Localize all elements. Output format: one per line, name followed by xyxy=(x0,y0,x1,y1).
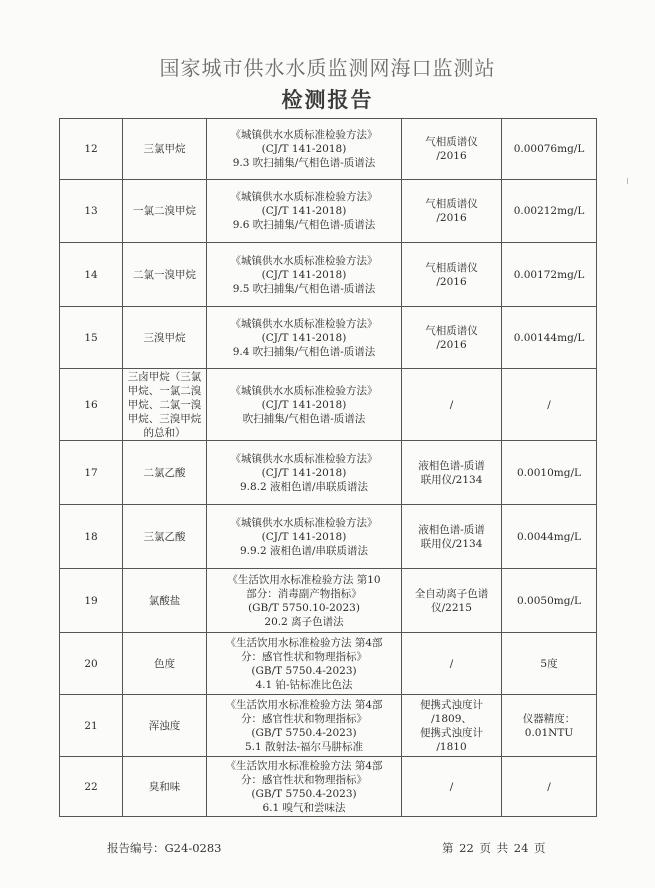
table-row xyxy=(60,369,597,441)
cell-test-item: 二氯乙酸 xyxy=(123,441,207,505)
table-row xyxy=(60,243,597,307)
test-method-line: 6.1 嗅气和尝味法 xyxy=(262,801,346,814)
cell-row-number: 13 xyxy=(60,180,123,243)
test-method-line: (GB/T 5750.10-2023) xyxy=(248,601,360,614)
test-method-line: 20.2 离子色谱法 xyxy=(264,615,344,628)
cell-instrument xyxy=(402,180,502,243)
cell-test-method xyxy=(207,505,402,569)
test-method-line: 分：感官性状和物理指标》 xyxy=(241,773,367,786)
cell-test-method xyxy=(207,569,402,633)
cell-test-method xyxy=(207,369,402,441)
instrument-line: 联用仪/2134 xyxy=(420,473,483,486)
table-row xyxy=(60,307,597,369)
cell-detection-limit: 0.00212mg/L xyxy=(502,180,597,243)
instrument-line: 液相色谱-质谱 xyxy=(418,523,485,536)
cell-detection-limit: 5度 xyxy=(502,633,597,695)
test-method-line: 分：感官性状和物理指标》 xyxy=(241,650,367,663)
cell-detection-limit: 0.0010mg/L xyxy=(502,441,597,505)
org-title: 国家城市供水水质监测网海口监测站 xyxy=(159,56,496,80)
cell-test-item: 臭和味 xyxy=(123,757,207,817)
test-method-line: 9.3 吹扫捕集/气相色谱-质谱法 xyxy=(232,157,376,169)
cell-test-item: 浑浊度 xyxy=(123,695,207,757)
instrument-line: 气相质谱仪 xyxy=(425,136,478,148)
cell-detection-limit: 0.0044mg/L xyxy=(502,505,597,569)
cell-row-number: 14 xyxy=(60,243,123,307)
cell-row-number: 12 xyxy=(60,119,123,180)
cell-detection-limit: / xyxy=(502,757,597,817)
cell-row-number: 15 xyxy=(60,307,123,369)
test-method-line: (GB/T 5750.4-2023) xyxy=(251,787,357,800)
test-method-line: (CJ/T 141-2018) xyxy=(261,205,347,217)
cell-row-number: 21 xyxy=(60,695,123,757)
test-method-line: 4.1 铂-钴标准比色法 xyxy=(255,678,353,691)
cell-detection-limit: 0.00172mg/L xyxy=(502,243,597,307)
cell-test-item xyxy=(123,369,207,441)
instrument-line: 仪/2215 xyxy=(431,601,472,614)
cell-instrument xyxy=(402,505,502,569)
test-item-line: 的总和） xyxy=(143,426,186,439)
test-method-line: 《生活饮用水标准检验方法 第4部 xyxy=(225,636,383,649)
instrument-line: 便携式浊度计 xyxy=(420,698,483,711)
test-method-line: 5.1 散射法-福尔马肼标准 xyxy=(244,740,364,753)
instrument-line: 液相色谱-质谱 xyxy=(418,459,485,472)
instrument-line: /2016 xyxy=(436,212,467,224)
test-method-line: (CJ/T 141-2018) xyxy=(261,143,347,155)
instrument-line: /2016 xyxy=(436,150,467,162)
instrument-line: /1809、 xyxy=(431,712,472,725)
instrument-line: / xyxy=(449,657,454,670)
cell-instrument xyxy=(402,757,502,817)
test-method-line: 《生活饮用水标准检验方法 第4部 xyxy=(225,698,383,711)
cell-instrument xyxy=(402,243,502,307)
page-info: 第 22 页 共 24 页 xyxy=(442,841,546,855)
test-method-line: 《城镇供水水质标准检验方法》 xyxy=(230,452,378,465)
instrument-line: / xyxy=(449,398,454,411)
table-row xyxy=(60,757,597,817)
test-method-line: 《城镇供水水质标准检验方法》 xyxy=(230,317,378,330)
cell-test-method xyxy=(207,119,402,180)
test-method-line: 9.9.2 液相色谱/串联质谱法 xyxy=(239,544,369,557)
cell-row-number: 19 xyxy=(60,569,123,633)
table-row xyxy=(60,119,597,180)
cell-test-item: 色度 xyxy=(123,633,207,695)
cell-instrument xyxy=(402,119,502,180)
test-method-line: 《城镇供水水质标准检验方法》 xyxy=(230,191,378,203)
instrument-line: / xyxy=(449,780,454,793)
test-method-line: (CJ/T 141-2018) xyxy=(261,268,347,281)
cell-row-number: 17 xyxy=(60,441,123,505)
cell-test-method xyxy=(207,695,402,757)
test-method-line: (CJ/T 141-2018) xyxy=(261,331,347,344)
cell-instrument xyxy=(402,633,502,695)
test-method-line: (CJ/T 141-2018) xyxy=(261,466,347,479)
scan-mark xyxy=(627,178,628,184)
cell-instrument xyxy=(402,369,502,441)
test-method-line: 吹扫捕集/气相色谱-质谱法 xyxy=(242,412,366,425)
cell-test-item: 三氯甲烷 xyxy=(123,119,207,180)
test-item-line: 甲烷、一氯二溴 xyxy=(127,384,202,397)
report-number-label: 报告编号： xyxy=(107,841,165,855)
cell-detection-limit: 0.0050mg/L xyxy=(502,569,597,633)
cell-test-method xyxy=(207,633,402,695)
table-row xyxy=(60,505,597,569)
cell-instrument xyxy=(402,441,502,505)
table-row xyxy=(60,569,597,633)
cell-test-method xyxy=(207,757,402,817)
test-method-line: 《城镇供水水质标准检验方法》 xyxy=(230,516,378,529)
cell-test-item: 氯酸盐 xyxy=(123,569,207,633)
test-method-line: 9.4 吹扫捕集/气相色谱-质谱法 xyxy=(232,345,376,358)
cell-detection-limit: 0.00076mg/L xyxy=(502,119,597,180)
report-number-value: G24-0283 xyxy=(164,841,222,855)
cell-test-item: 一氯二溴甲烷 xyxy=(123,180,207,243)
cell-test-method xyxy=(207,243,402,307)
cell-instrument xyxy=(402,569,502,633)
cell-test-item: 二氯一溴甲烷 xyxy=(123,243,207,307)
cell-detection-limit: / xyxy=(502,369,597,441)
test-method-line: (CJ/T 141-2018) xyxy=(261,530,347,543)
test-method-line: (GB/T 5750.4-2023) xyxy=(251,664,357,677)
cell-detection-limit xyxy=(502,695,597,757)
test-item-line: 三卤甲烷（三氯 xyxy=(127,370,202,383)
table-row xyxy=(60,633,597,695)
instrument-line: /2016 xyxy=(436,338,467,351)
test-method-line: 部分：消毒副产物指标》 xyxy=(246,587,362,600)
test-method-line: 9.5 吹扫捕集/气相色谱-质谱法 xyxy=(232,282,376,295)
cell-row-number: 18 xyxy=(60,505,123,569)
test-method-line: 9.8.2 液相色谱/串联质谱法 xyxy=(239,480,369,493)
cell-row-number: 16 xyxy=(60,369,123,441)
instrument-line: 气相质谱仪 xyxy=(425,261,478,274)
test-method-line: (CJ/T 141-2018) xyxy=(261,398,347,411)
cell-row-number: 22 xyxy=(60,757,123,817)
cell-row-number: 20 xyxy=(60,633,123,695)
report-number xyxy=(107,840,221,856)
instrument-line: /2016 xyxy=(436,275,467,288)
instrument-line: 便携式浊度计 xyxy=(420,726,483,739)
test-method-line: 《生活饮用水标准检验方法 第4部 xyxy=(225,759,383,772)
results-table-body xyxy=(60,119,597,817)
instrument-line: /1810 xyxy=(436,740,467,753)
instrument-line: 气相质谱仪 xyxy=(425,324,478,337)
table-row xyxy=(60,441,597,505)
cell-test-method xyxy=(207,180,402,243)
test-method-line: 《城镇供水水质标准检验方法》 xyxy=(230,384,378,397)
cell-test-method xyxy=(207,307,402,369)
instrument-line: 联用仪/2134 xyxy=(420,537,483,550)
test-item-line: 甲烷、二氯一溴 xyxy=(127,398,202,411)
report-title: 检测报告 xyxy=(281,88,374,112)
table-row xyxy=(60,180,597,243)
cell-instrument xyxy=(402,307,502,369)
test-method-line: 《城镇供水水质标准检验方法》 xyxy=(230,129,378,141)
test-item-line: 甲烷、三溴甲烷 xyxy=(127,412,202,425)
cell-detection-limit: 0.00144mg/L xyxy=(502,307,597,369)
test-method-line: 《城镇供水水质标准检验方法》 xyxy=(230,254,378,267)
detection-limit-line: 仪器精度： xyxy=(522,712,576,725)
cell-test-item: 三溴甲烷 xyxy=(123,307,207,369)
cell-test-item: 三氯乙酸 xyxy=(123,505,207,569)
test-method-line: 分：感官性状和物理指标》 xyxy=(241,712,367,725)
table-row xyxy=(60,695,597,757)
cell-test-method xyxy=(207,441,402,505)
instrument-line: 全自动离子色谱 xyxy=(414,587,489,600)
detection-limit-line: 0.01NTU xyxy=(524,726,574,739)
test-method-line: 9.6 吹扫捕集/气相色谱-质谱法 xyxy=(232,219,376,231)
results-table xyxy=(59,118,597,817)
test-method-line: 《生活饮用水标准检验方法 第10 xyxy=(227,573,381,586)
cell-instrument xyxy=(402,695,502,757)
test-method-line: (GB/T 5750.4-2023) xyxy=(251,726,357,739)
instrument-line: 气相质谱仪 xyxy=(425,198,478,210)
